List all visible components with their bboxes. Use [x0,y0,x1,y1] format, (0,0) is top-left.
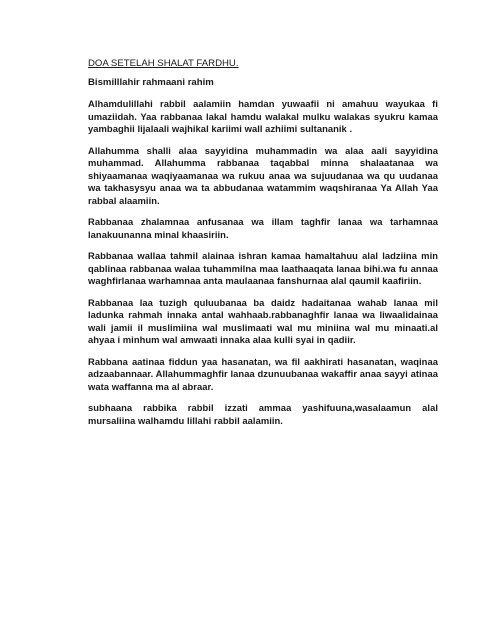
prayer-paragraph-1: Alhamdulillahi rabbil aalamiin hamdan yuwaafii ni amahuu wayukaa fi umaziidah. Yaa rabbanaa lakal hamdu walakal mulku walakas syukru kamaa yambaghii lijalaali wajhikal kariimi wall azhiimi sultananik . [88,98,438,134]
prayer-paragraph-6: Rabbana aatinaa fiddun yaa hasanatan, wa fil aakhirati hasanatan, waqinaa adzaabannaar. Allahummaghfir lanaa dzunuubanaa wakaffir anaa sayyi atinaa wata waffanna ma al abraar. [88,355,438,392]
prayer-paragraph-4: Rabbanaa wallaa tahmil alainaa ishran kamaa hamaltahuu alal ladziina min qablinaa rabbanaa walaa tuhammilna maa laathaaqata lanaa bihi.wa fu annaa waghfirlanaa warhamnaa anta maulaanaa fanshurnaa alal qaumil kaafiriin. [88,250,438,286]
basmalah-line: Bismilllahir rahmaani rahim [88,77,214,88]
prayer-paragraph-2: Allahumma shalli alaa sayyidina muhammadin wa alaa aali sayyidina muhammad. Allahumma rabbanaa taqabbal minna shalaatanaa wa shiyaamanaa waqiyaamanaa wa rukuu anaa wa sujuudanaa wa qu uudanaa wa takhasysyu anaa wa ta abbudanaa watammim waqshiranaa Ya Allah Yaa rabbal alaamiin. [88,144,438,206]
document-page [88,58,438,436]
prayer-paragraph-5: Rabbanaa laa tuzigh quluubanaa ba daidz hadaitanaa wahab lanaa mil ladunka rahmah innaka antal wahhaab.rabbanaghfir lanaa wa liwaalidainaa wali jamii il muslimiina wal muslimaati wal mu miniina wal mu minaati.al ahyaa i minhum wal amwaati innaka alaa kulli syai in qadiir. [88,296,438,345]
prayer-paragraph-7: subhaana rabbika rabbil izzati ammaa yashifuuna,wasalaamun alal mursaliina walhamdu lillahi rabbil aalamiin. [88,402,438,426]
document-title: DOA SETELAH SHALAT FARDHU. [88,58,239,69]
prayer-paragraph-3: Rabbanaa zhalamnaa anfusanaa wa illam taghfir lanaa wa tarhamnaa lanakuunanna minal khaasiriin. [88,216,438,240]
